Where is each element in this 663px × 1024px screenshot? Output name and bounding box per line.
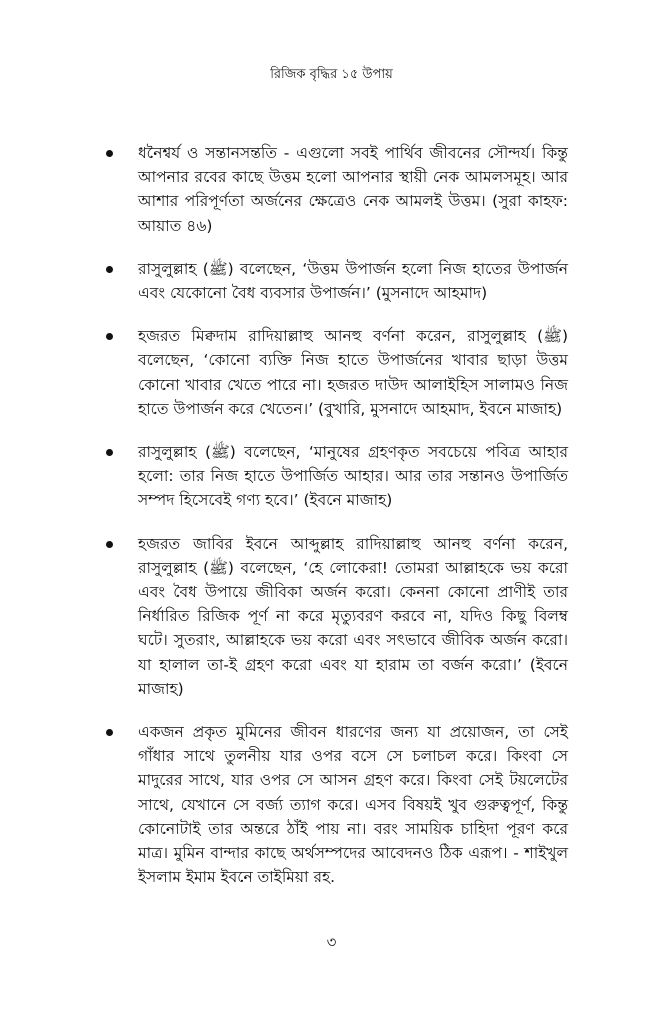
bullet-icon xyxy=(106,333,113,340)
bullet-icon xyxy=(106,150,113,157)
list-item xyxy=(106,257,568,305)
list-item xyxy=(106,532,568,701)
list-item-text: রাসুলুল্লাহ (ﷺ) বলেছেন, ‘মানুষের গ্রহণকৃত সবচেয়ে পবিত্র আহার হলো: তার নিজ হাতে উপার্জিত আহার। আর তার সন্তানও উপার্জিত সম্পদ হিসেবেই গণ্য হবে।’ (ইবনে মাজাহ) xyxy=(138,443,569,510)
list-item xyxy=(106,324,568,421)
bullet-icon xyxy=(106,449,113,456)
bullet-list xyxy=(106,141,568,908)
list-item-text: একজন প্রকৃত মুমিনের জীবন ধারণের জন্য যা প্রয়োজন, তা সেই গাঁধার সাথে তুলনীয় যার ওপর বসে সে চলাচল করে। কিংবা সে মাদুরের সাথে, যার ওপর সে আসন গ্রহণ করে। কিংবা সেই টয়লেটের সাথে, যেখানে সে বর্জ্য ত্যাগ করে। এসব বিষয়ই খুব গুরুত্বপূর্ণ, কিন্তু কোনোটাই তার অন্তরে ঠাঁই পায় না। বরং সাময়িক চাহিদা পূরণ করে মাত্র। মুমিন বান্দার কাছে অর্থসম্পদের আবেদনও ঠিক এরূপ। - শাইখুল ইসলাম ইমাম ইবনে তাইমিয়া রহ. xyxy=(138,723,568,887)
list-item xyxy=(106,141,568,238)
bullet-icon xyxy=(106,266,113,273)
list-item-text: ধনৈশ্বর্য ও সন্তানসন্ততি - এগুলো সবই পার্থিব জীবনের সৌন্দর্য। কিন্তু আপনার রবের কাছে উত্তম হলো আপনার স্থায়ী নেক আমলসমূহ। আর আশার পরিপূর্ণতা অর্জনের ক্ষেত্রেও নেক আমলই উত্তম। (সুরা কাহফ: আয়াত ৪৬) xyxy=(138,144,568,235)
running-header: রিজিক বৃদ্ধির ১৫ উপায় xyxy=(270,67,393,82)
bullet-icon xyxy=(106,729,113,736)
list-item xyxy=(106,720,568,889)
list-item xyxy=(106,440,568,513)
list-item-text: রাসুলুল্লাহ (ﷺ) বলেছেন, ‘উত্তম উপার্জন হলো নিজ হাতের উপার্জন এবং যেকোনো বৈধ ব্যবসার উপার্জন।’ (মুসনাদে আহমাদ) xyxy=(138,259,569,303)
page-number: ৩ xyxy=(326,933,337,951)
list-item-text: হজরত মিক্বদাম রাদিয়াল্লাহু আনহু বর্ণনা করেন, রাসুলুল্লাহ (ﷺ) বলেছেন, ‘কোনো ব্যক্তি নিজ হাতে উপার্জনের খাবার ছাড়া উত্তম কোনো খাবার খেতে পারে না। হজরত দাউদ আলাইহিস সালামও নিজ হাতে উপার্জন করে খেতেন।’ (বুখারি, মুসনাদে আহমাদ, ইবনে মাজাহ) xyxy=(138,327,568,418)
list-item-text: হজরত জাবির ইবনে আব্দুল্লাহ রাদিয়াল্লাহু আনহু বর্ণনা করেন, রাসুলুল্লাহ (ﷺ) বলেছেন, ‘হে লোকেরা! তোমরা আল্লাহকে ভয় করো এবং বৈধ উপায়ে জীবিকা অর্জন করো। কেননা কোনো প্রাণীই তার নির্ধারিত রিজিক পূর্ণ না করে মৃত্যুবরণ করবে না, যদিও কিছু বিলম্ব ঘটে। সুতরাং, আল্লাহকে ভয় করো এবং সৎভাবে জীবিক অর্জন করো। যা হালাল তা-ই গ্রহণ করো এবং যা হারাম তা বর্জন করো।’ (ইবনে মাজাহ) xyxy=(138,534,569,698)
bullet-icon xyxy=(106,541,113,548)
